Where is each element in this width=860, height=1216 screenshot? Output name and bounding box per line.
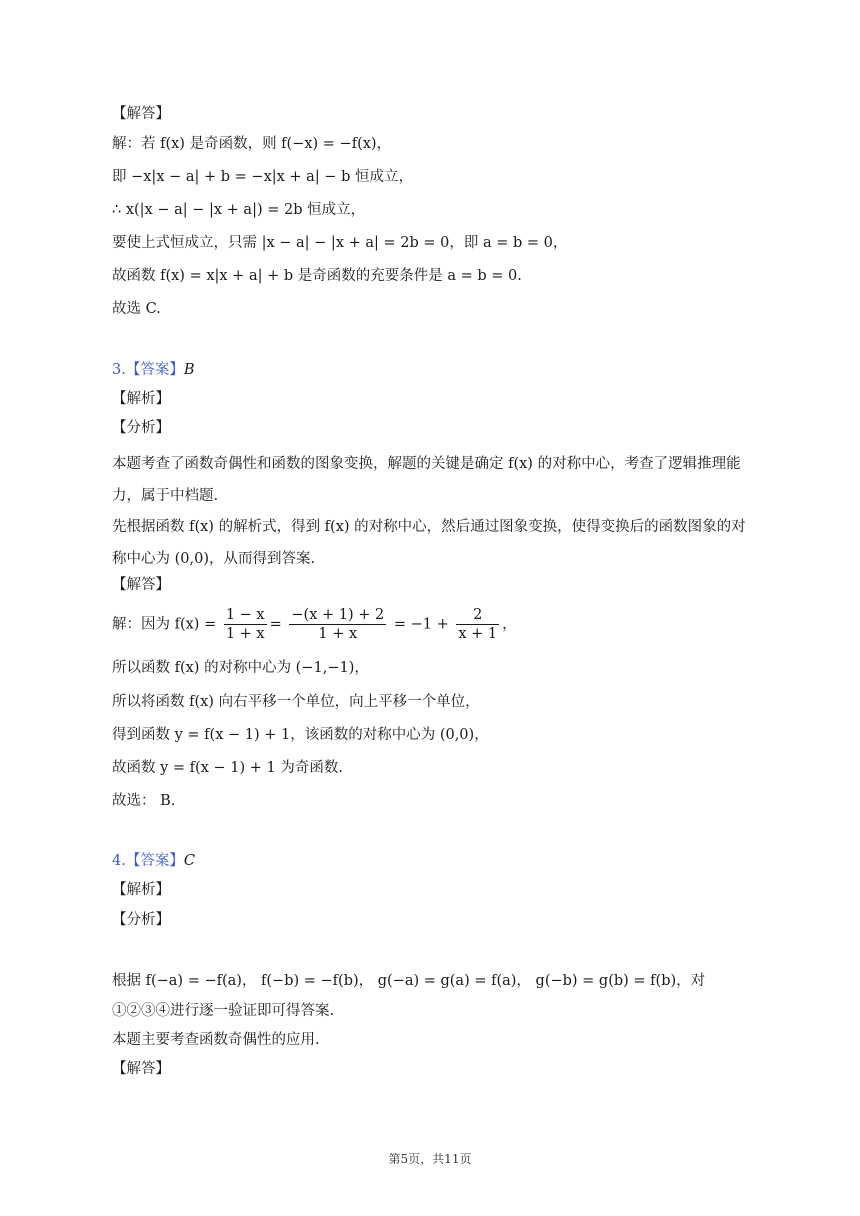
- solution-line: ∴ x(|x − a| − |x + a|) = 2b 恒成立，: [112, 202, 366, 218]
- solution-line: 所以函数 f(x) 的对称中心为 (−1,−1)，: [112, 660, 369, 676]
- fraction: [224, 606, 267, 643]
- solution-line: 故函数 y = f(x − 1) + 1 为奇函数.: [112, 760, 343, 776]
- fraction-denominator: 1 + x: [225, 626, 265, 642]
- fraction-numerator: 1 − x: [225, 607, 265, 623]
- answer-label: 【答案】: [125, 362, 184, 378]
- subanalysis-heading: 【分析】: [112, 420, 170, 436]
- solution-line: 所以将函数 f(x) 向右平移一个单位，向上平移一个单位，: [112, 694, 480, 710]
- fraction: [289, 606, 386, 643]
- equation-middle: = −1 +: [393, 616, 449, 633]
- solution-line: 得到函数 y = f(x − 1) + 1，该函数的对称中心为 (0,0)，: [112, 727, 489, 743]
- analysis-text: 根据 f(−a) = −f(a)， f(−b) = −f(b)， g(−a) = g(a) = f(a)， g(−b) = g(b) = f(b)，对: [112, 973, 706, 989]
- solution-line: 即 −x|x − a| + b = −x|x + a| − b 恒成立，: [112, 169, 413, 185]
- question-number: 4.: [112, 853, 126, 869]
- equation-prefix: 解：因为 f(x) =: [112, 616, 217, 633]
- fraction-denominator: x + 1: [458, 626, 498, 642]
- analysis-text: 本题考查了函数奇偶性和函数的图象变换，解题的关键是确定 f(x) 的对称中心，考查了逻辑推理能力，属于中档题.: [112, 456, 741, 504]
- solution-heading: 【解答】: [112, 106, 170, 122]
- analysis-text: ①②③④进行逐一验证即可得答案.: [112, 1003, 335, 1019]
- fraction-denominator: 1 + x: [318, 626, 358, 642]
- analysis-text: 本题主要考查函数奇偶性的应用.: [112, 1032, 320, 1048]
- solution-line: 解：若 f(x) 是奇函数，则 f(−x) = −f(x)，: [112, 136, 392, 152]
- fraction-numerator: −(x + 1) + 2: [291, 607, 385, 623]
- solution-heading: 【解答】: [112, 577, 170, 593]
- solution-line: 故选 C.: [112, 301, 161, 317]
- answer-label: 【答案】: [125, 853, 184, 869]
- analysis-text: 先根据函数 f(x) 的解析式，得到 f(x) 的对称中心，然后通过图象变换，使得变换后的函数图象的对称中心为 (0,0)，从而得到答案.: [112, 519, 746, 567]
- page-footer: 第5页，共11页: [388, 1152, 472, 1166]
- subanalysis-heading: 【分析】: [112, 912, 170, 928]
- question-number: 3.: [112, 362, 126, 378]
- analysis-heading: 【解析】: [112, 391, 170, 407]
- analysis-heading: 【解析】: [112, 882, 170, 898]
- solution-heading: 【解答】: [112, 1061, 170, 1077]
- question-3-answer: [112, 360, 195, 380]
- question-4-answer: [112, 851, 195, 871]
- answer-value: C: [183, 853, 195, 869]
- solution-line: 故选： B.: [112, 793, 176, 809]
- solution-equation: 解：因为 f(x) = $\frac{1 - x}{1 + x}$ = $\frac{-(x + 1) + 2}{1 + x}$ = −1 + $\frac{2}{x + 1}$ ，: [112, 607, 517, 642]
- equation-end: ，: [502, 616, 517, 633]
- answer-value: B: [183, 362, 195, 378]
- solution-line: 要使上式恒成立，只需 |x − a| − |x + a| = 2b = 0，即 a = b = 0，: [112, 235, 568, 251]
- fraction: [456, 606, 499, 643]
- fraction-numerator: 2: [456, 606, 499, 625]
- solution-line: 故函数 f(x) = x|x + a| + b 是奇函数的充要条件是 a = b = 0.: [112, 268, 522, 284]
